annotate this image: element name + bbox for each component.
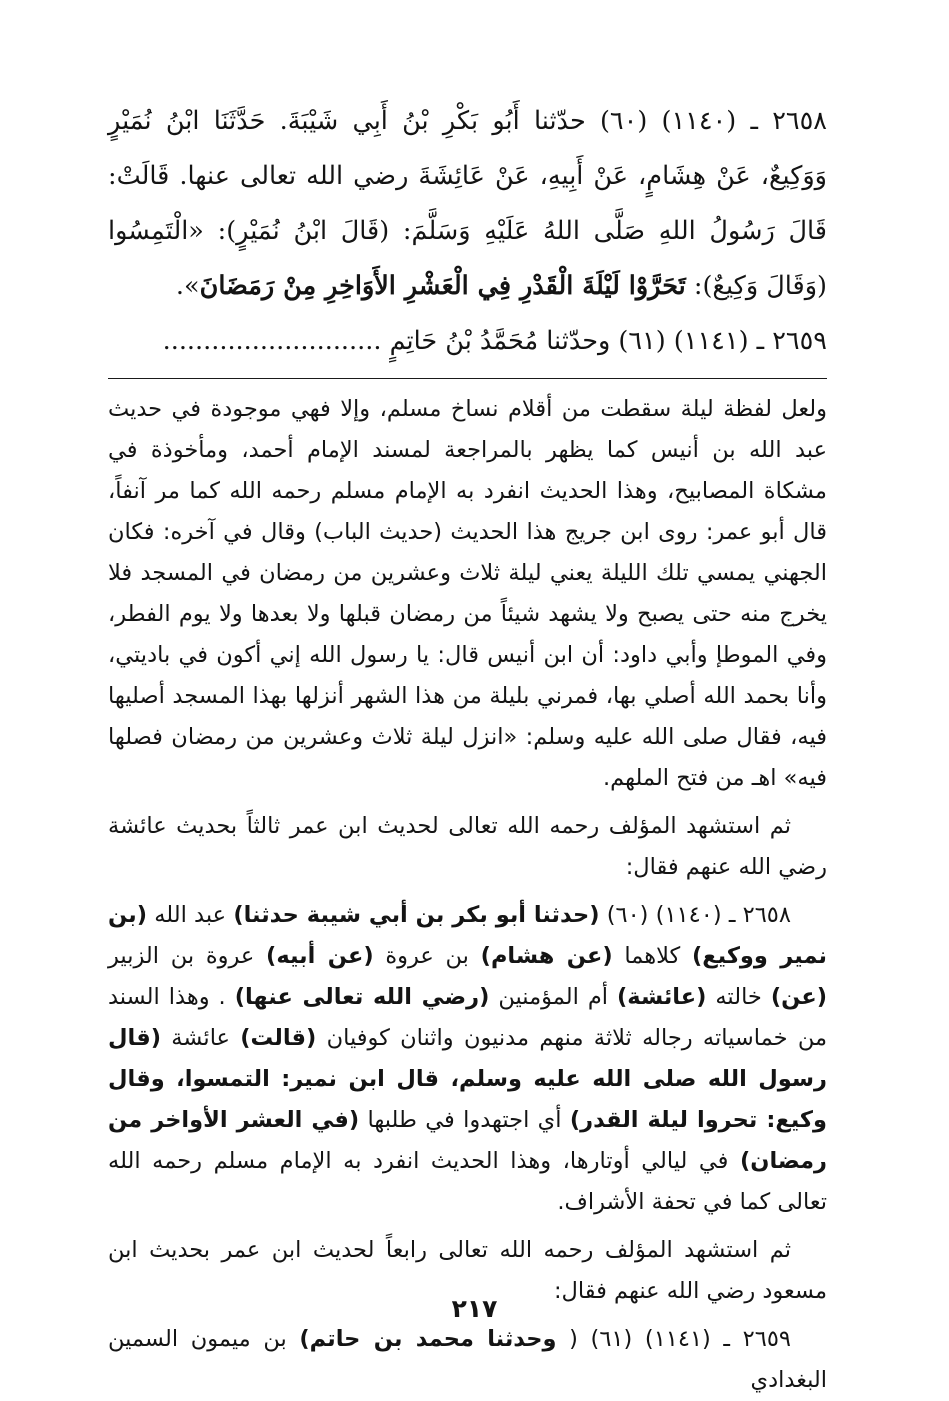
bold-run: (قالت) <box>240 1025 317 1051</box>
commentary-paragraph-5 <box>108 1319 827 1401</box>
bold-run: (قال رسول الله صلى الله عليه وسلم، قال ابن نمير: التمسوا، وقال وكيع: تحروا ليلة القدر) <box>108 1025 827 1133</box>
hadith-2659-text: ٢٦٥٩ ـ (١١٤١) (٦١) وحدّثنا مُحَمَّدُ بْنُ حَاتِمٍ <box>389 326 827 356</box>
commentary <box>108 389 827 1401</box>
bold-run: (عن) <box>770 984 828 1010</box>
bold-run: (حدثنا أبو بكر بن أبي شيبة حدثنا) <box>233 902 600 928</box>
text-run: خالته <box>706 984 771 1010</box>
hadith-2658 <box>108 94 827 314</box>
hadith-2659 <box>108 314 827 369</box>
text-run: في ليالي أوتارها، وهذا الحديث انفرد به الإمام مسلم رحمه الله تعالى كما في تحفة الأشراف. <box>108 1148 827 1215</box>
commentary-paragraph-3 <box>108 895 827 1223</box>
text-run: عبد الله <box>146 902 234 928</box>
text-run: ٢٦٥٨ ـ (١١٤٠) (٦٠) <box>599 902 791 928</box>
bold-run: (عن هشام) <box>480 943 613 969</box>
text-run: بن ميمون السمين البغدادي <box>108 1326 827 1393</box>
separator-line <box>108 378 827 379</box>
bold-run: (عائشة) <box>617 984 707 1010</box>
bold-run: وحدثنا محمد بن حاتم) <box>299 1326 557 1352</box>
commentary-paragraph-1: ولعل لفظة ليلة سقطت من أقلام نساخ مسلم، وإلا فهي موجودة في حديث عبد الله بن أنيس كما يظهر بالمراجعة لمسند الإمام أحمد، ومأخوذة في مشكاة المصابيح، وهذا الحديث انفرد به الإمام مسلم رحمه الله كما مر آنفاً، قال أبو عمر: روى ابن جريج هذا الحديث (حديث الباب) وقال في آخره: فكان الجهني يمسي تلك الليلة يعني ليلة ثلاث وعشرين من رمضان في المسجد فلا يخرج منه حتى يصبح ولا يشهد شيئاً من رمضان قبلها ولا بعدها ولا يوم الفطر، وفي الموطإ وأبي داود: أن ابن أنيس قال: يا رسول الله إني أكون في باديتي، وأنا بحمد الله أصلي بها، فمرني بليلة من هذا الشهر أنزلها بهذا المسجد أصليها فيه، فقال صلى الله عليه وسلم: «انزل ليلة ثلاث وعشرين من رمضان فصلها فيه» اهـ من فتح الملهم. <box>108 396 827 791</box>
page-number: ٢١٧ <box>451 1294 498 1323</box>
text-run: ٢٦٥٩ ـ (١١٤١) (٦١) ( <box>556 1326 791 1352</box>
bold-run: (عن أبيه) <box>266 943 374 969</box>
hadith-main-text <box>108 94 827 369</box>
commentary-paragraph-2: ثم استشهد المؤلف رحمه الله تعالى لحديث ابن عمر ثالثاً بحديث عائشة رضي الله عنهم فقال: <box>108 813 827 880</box>
hadith-2658-bold-text: تَحَرَّوْا لَيْلَةَ الْقَدْرِ فِي الْعَشْرِ الأَوَاخِرِ مِنْ رَمَضَانَ <box>199 271 686 301</box>
text-run: أي اجتهدوا في طلبها <box>359 1107 570 1133</box>
bold-run: (في العشر الأواخر من رمضان) <box>108 1107 827 1174</box>
hadith-2658-text: ٢٦٥٨ ـ (١١٤٠) (٦٠) حدّثنا أَبُو بَكْرِ بْنُ أَبِي شَيْبَةَ. حَدَّثَنَا ابْنُ نُمَيْرٍ وَوَكِيعٌ، عَنْ هِشَامٍ، عَنْ أَبِيهِ، عَنْ عَائِشَةَ رضي الله تعالى عنها. قَالَتْ: قَالَ رَسُولُ اللهِ صَلَّى اللهُ عَلَيْهِ وَسَلَّمَ: (قَالَ ابْنُ نُمَيْرٍ): «الْتَمِسُوا (وَقَالَ وَكِيعٌ): <box>108 106 827 301</box>
bold-run: (بن نمير ووكيع) <box>108 902 828 969</box>
text-run: عروة بن الزبير <box>108 943 267 969</box>
text-run: كلاهما <box>612 943 692 969</box>
text-run: بن عروة <box>373 943 481 969</box>
text-run: . وهذا السند من خماسياته رجاله ثلاثة منهم مدنيون واثنان كوفيان <box>108 984 828 1051</box>
text-run: عائشة <box>161 1025 241 1051</box>
bold-run: (رضي الله تعالى عنها) <box>234 984 490 1010</box>
hadith-2658-end: ». <box>175 271 200 301</box>
continuation-dots: ........................... <box>162 326 382 356</box>
text-run: أم المؤمنين <box>489 984 618 1010</box>
commentary-paragraph-4: ثم استشهد المؤلف رحمه الله تعالى رابعاً لحديث ابن عمر بحديث ابن مسعود رضي الله عنهم فقال: <box>108 1237 827 1304</box>
